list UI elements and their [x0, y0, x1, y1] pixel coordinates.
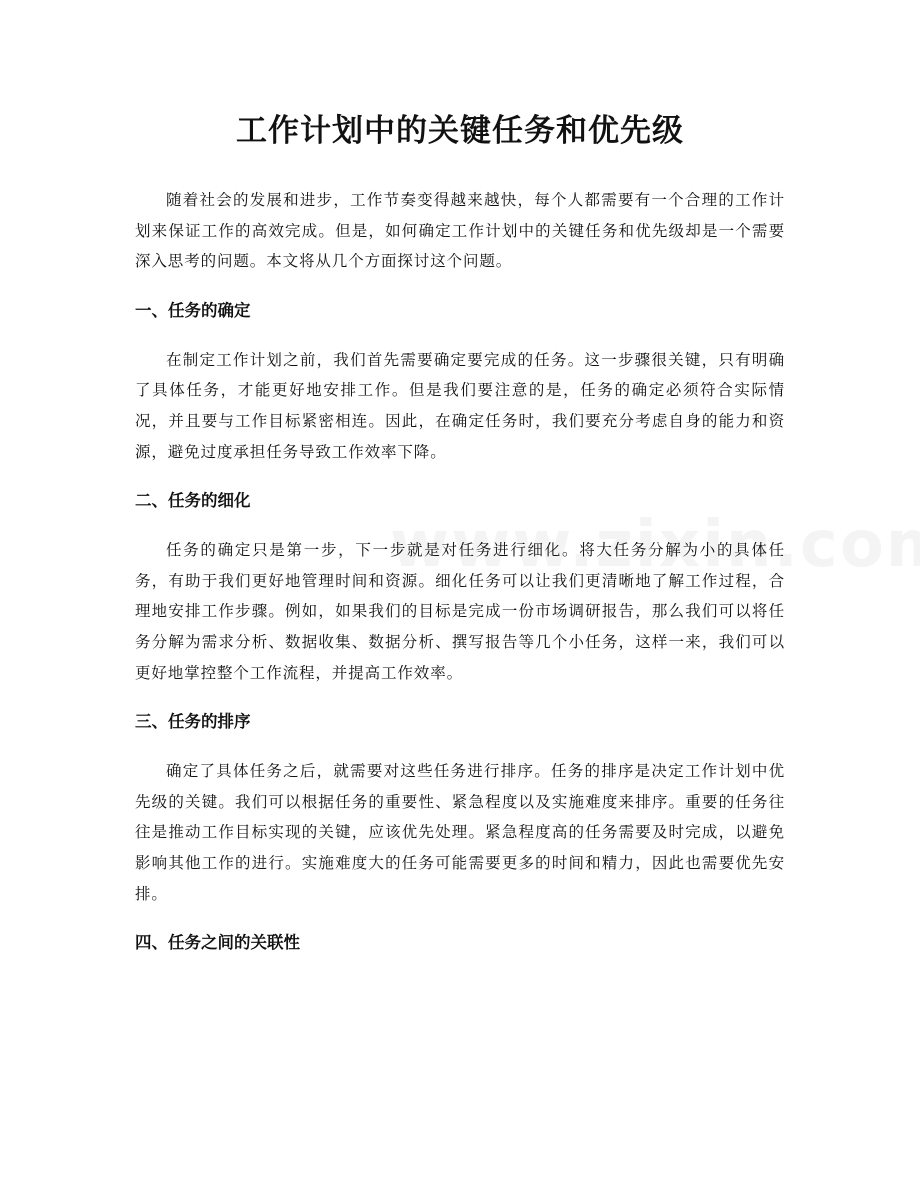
intro-paragraph: 随着社会的发展和进步，工作节奏变得越来越快，每个人都需要有一个合理的工作计划来保证工作的高效完成。但是，如何确定工作计划中的关键任务和优先级却是一个需要深入思考的问题。本文将从几个方面探讨这个问题。 [135, 191, 785, 271]
section-heading-3: 三、任务的排序 [135, 712, 251, 732]
section-heading-1: 一、任务的确定 [135, 300, 251, 320]
section-heading-4: 四、任务之间的关联性 [135, 933, 300, 953]
section-body-2: 任务的确定只是第一步，下一步就是对任务进行细化。将大任务分解为小的具体任务，有助于我们更好地管理时间和资源。细化任务可以让我们更清晰地了解工作过程，合理地安排工作步骤。例如，如果我们的目标是完成一份市场调研报告，那么我们可以将任务分解为需求分析、数据收集、数据分析、撰写报告等几个小任务，这样一来，我们可以更好地掌控整个工作流程，并提高工作效率。 [135, 541, 785, 682]
page-title: 工作计划中的关键任务和优先级 [236, 113, 684, 149]
section-body-1: 在制定工作计划之前，我们首先需要确定要完成的任务。这一步骤很关键，只有明确了具体任务，才能更好地安排工作。但是我们要注意的是，任务的确定必须符合实际情况，并且要与工作目标紧密相连。因此，在确定任务时，我们要充分考虑自身的能力和资源，避免过度承担任务导致工作效率下降。 [135, 350, 785, 461]
section-body-3: 确定了具体任务之后，就需要对这些任务进行排序。任务的排序是决定工作计划中优先级的关键。我们可以根据任务的重要性、紧急程度以及实施难度来排序。重要的任务往往是推动工作目标实现的关键，应该优先处理。紧急程度高的任务需要及时完成，以避免影响其他工作的进行。实施难度大的任务可能需要更多的时间和精力，因此也需要优先安排。 [135, 762, 785, 903]
document-body [135, 185, 785, 958]
section-heading-2: 二、任务的细化 [135, 491, 251, 511]
